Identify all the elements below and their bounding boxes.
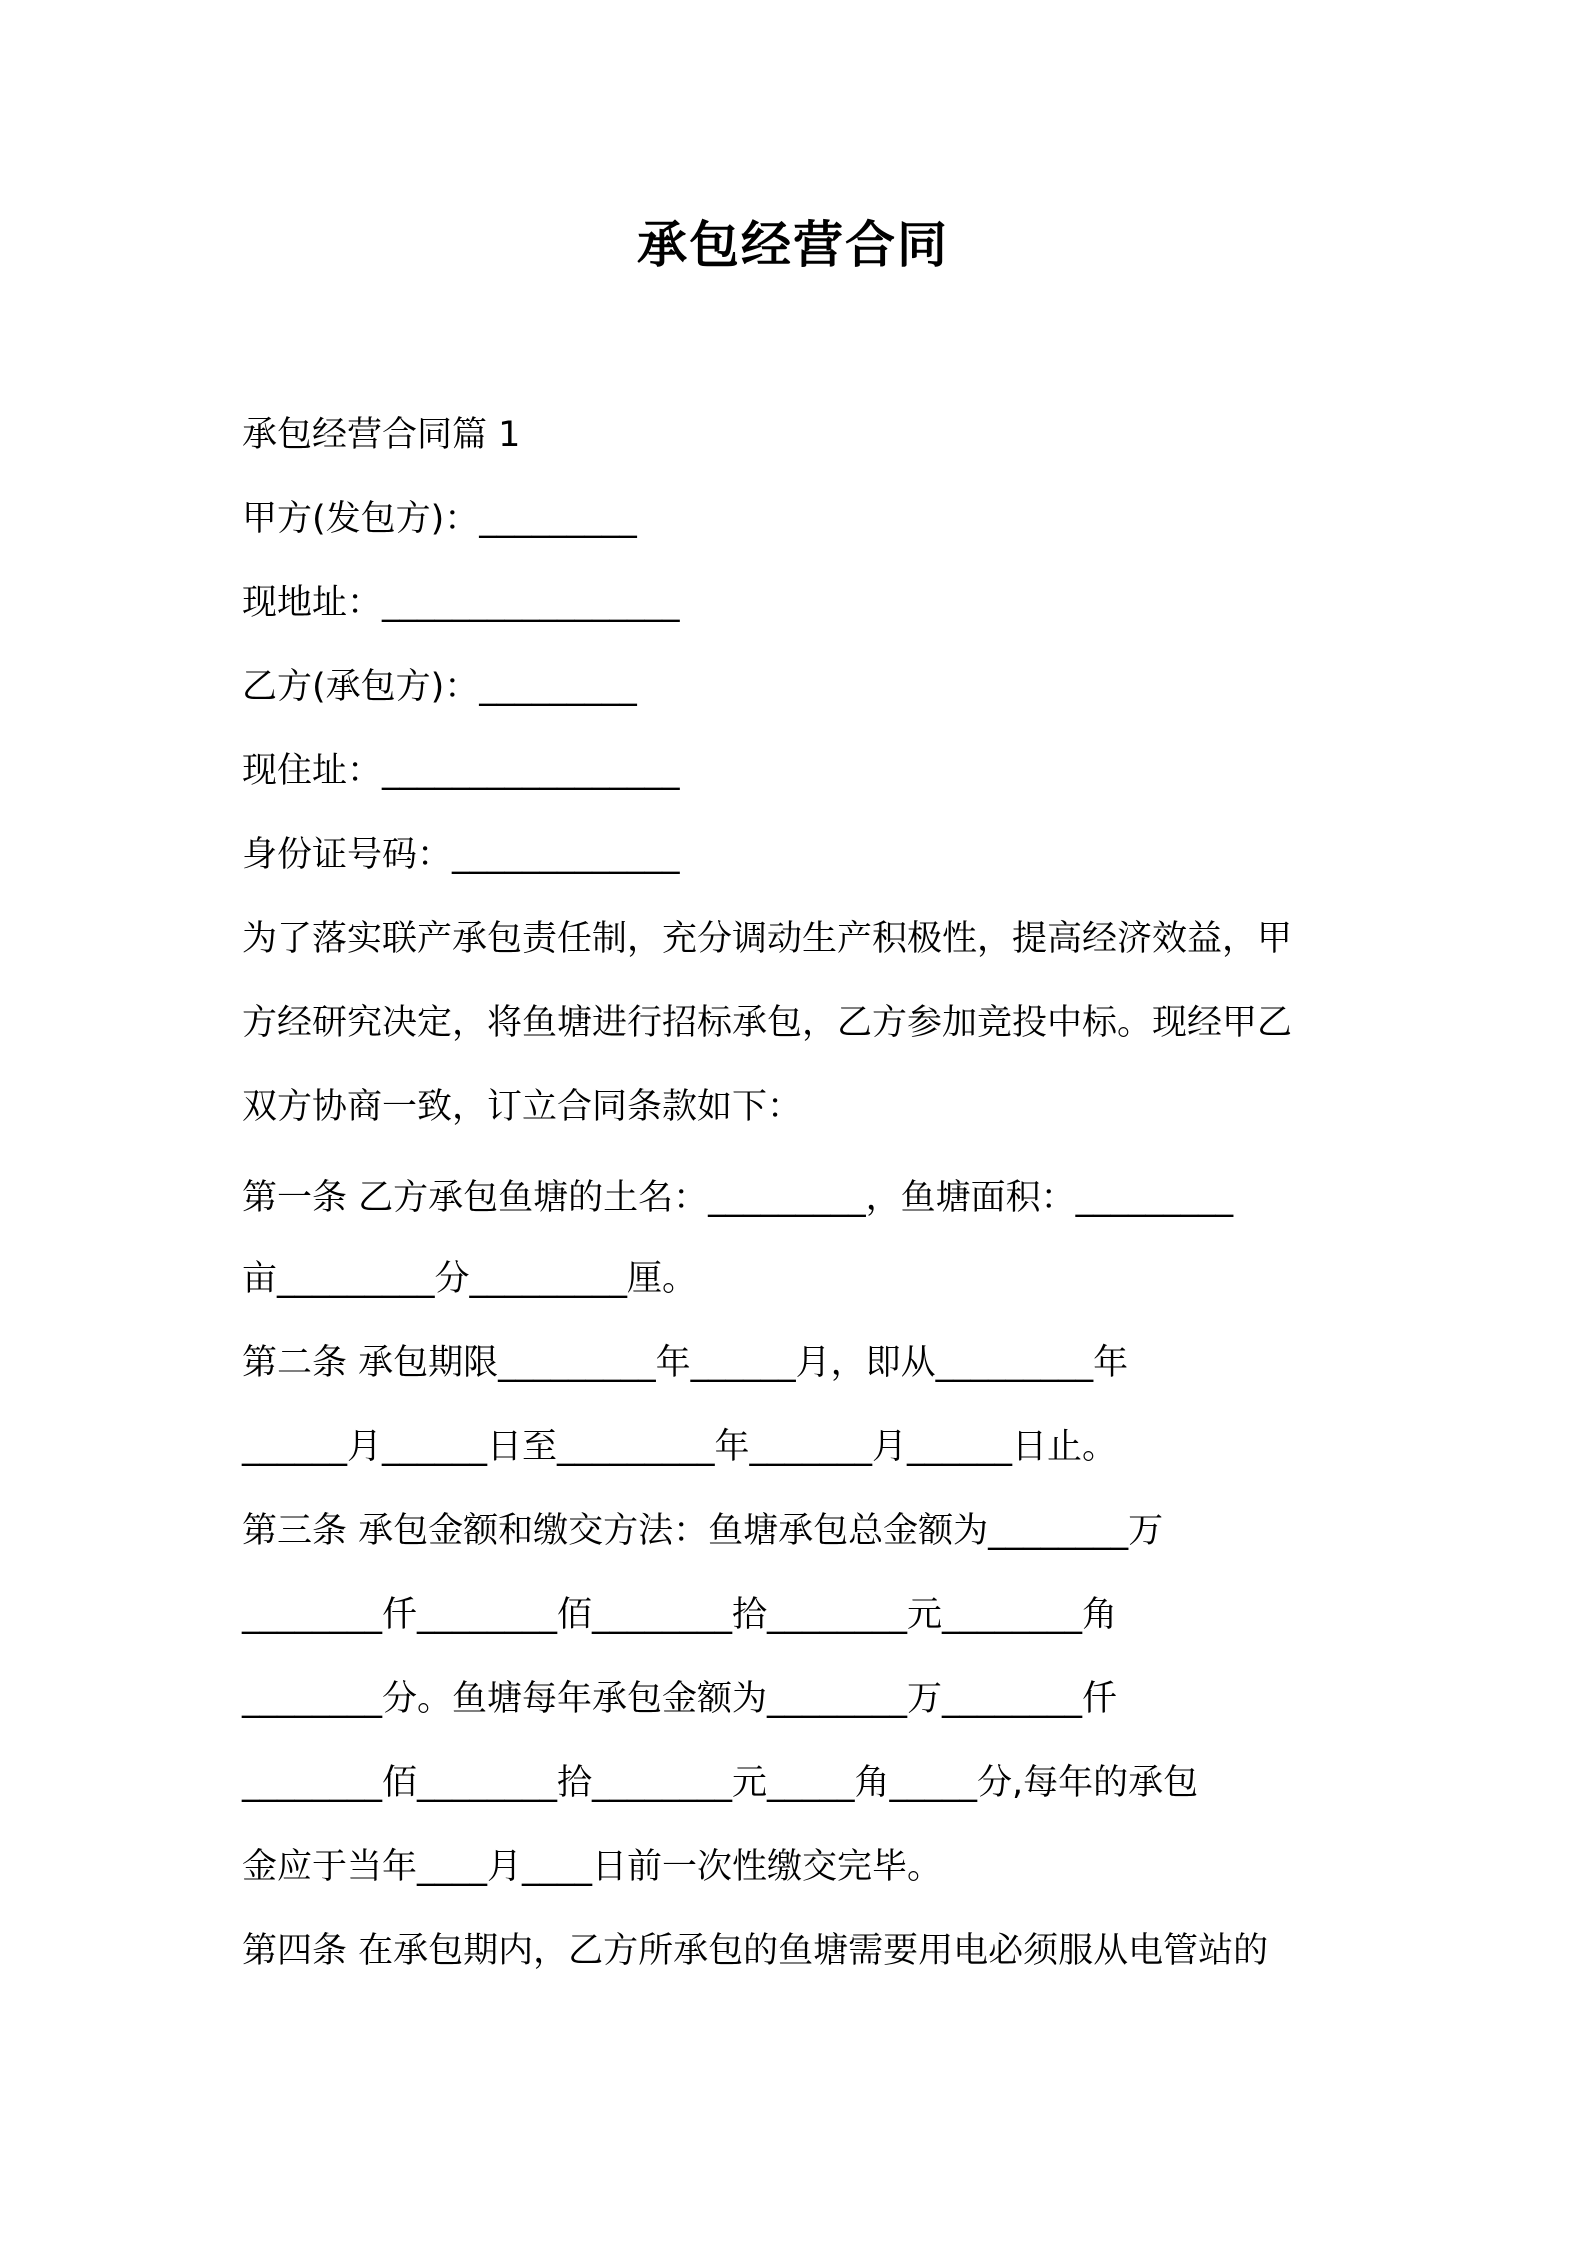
article-1-line-2: 亩_________分_________厘。	[242, 1259, 698, 1299]
party-b-line: 乙方(承包方)：_________	[242, 667, 637, 707]
preamble-line-2: 方经研究决定，将鱼塘进行招标承包，乙方参加竞投中标。现经甲乙	[242, 1003, 1293, 1043]
article-3-line-5: 金应于当年____月____日前一次性缴交完毕。	[242, 1847, 943, 1887]
article-3-line-3: ________分。鱼塘每年承包金额为________万________仟	[242, 1679, 1118, 1719]
article-4-line-1: 第四条 在承包期内，乙方所承包的鱼塘需要用电必须服从电管站的	[242, 1931, 1269, 1971]
article-2-line-2: ______月______日至_________年_______月______日止。	[242, 1427, 1118, 1467]
article-1-line-1: 第一条 乙方承包鱼塘的土名：_________，鱼塘面积：_________	[242, 1178, 1234, 1218]
party-a-address-line: 现地址：_________________	[242, 583, 680, 623]
document-title: 承包经营合同	[637, 216, 949, 274]
article-3-line-1: 第三条 承包金额和缴交方法：鱼塘承包总金额为________万	[242, 1511, 1164, 1551]
id-number-line: 身份证号码：_____________	[242, 835, 680, 875]
preamble-line-3: 双方协商一致，订立合同条款如下：	[242, 1087, 803, 1127]
contract-subtitle: 承包经营合同篇 1	[242, 415, 521, 455]
article-3-line-2: ________仟________佰________拾________元________角	[242, 1595, 1118, 1635]
party-a-line: 甲方(发包方)：_________	[242, 499, 637, 539]
party-b-address-line: 现住址：_________________	[242, 751, 680, 791]
article-3-line-4: ________佰________拾________元_____角_____分,每年的承包	[242, 1763, 1199, 1803]
preamble-line-1: 为了落实联产承包责任制，充分调动生产积极性，提高经济效益，甲	[242, 919, 1293, 959]
article-2-line-1: 第二条 承包期限_________年______月，即从_________年	[242, 1343, 1129, 1383]
